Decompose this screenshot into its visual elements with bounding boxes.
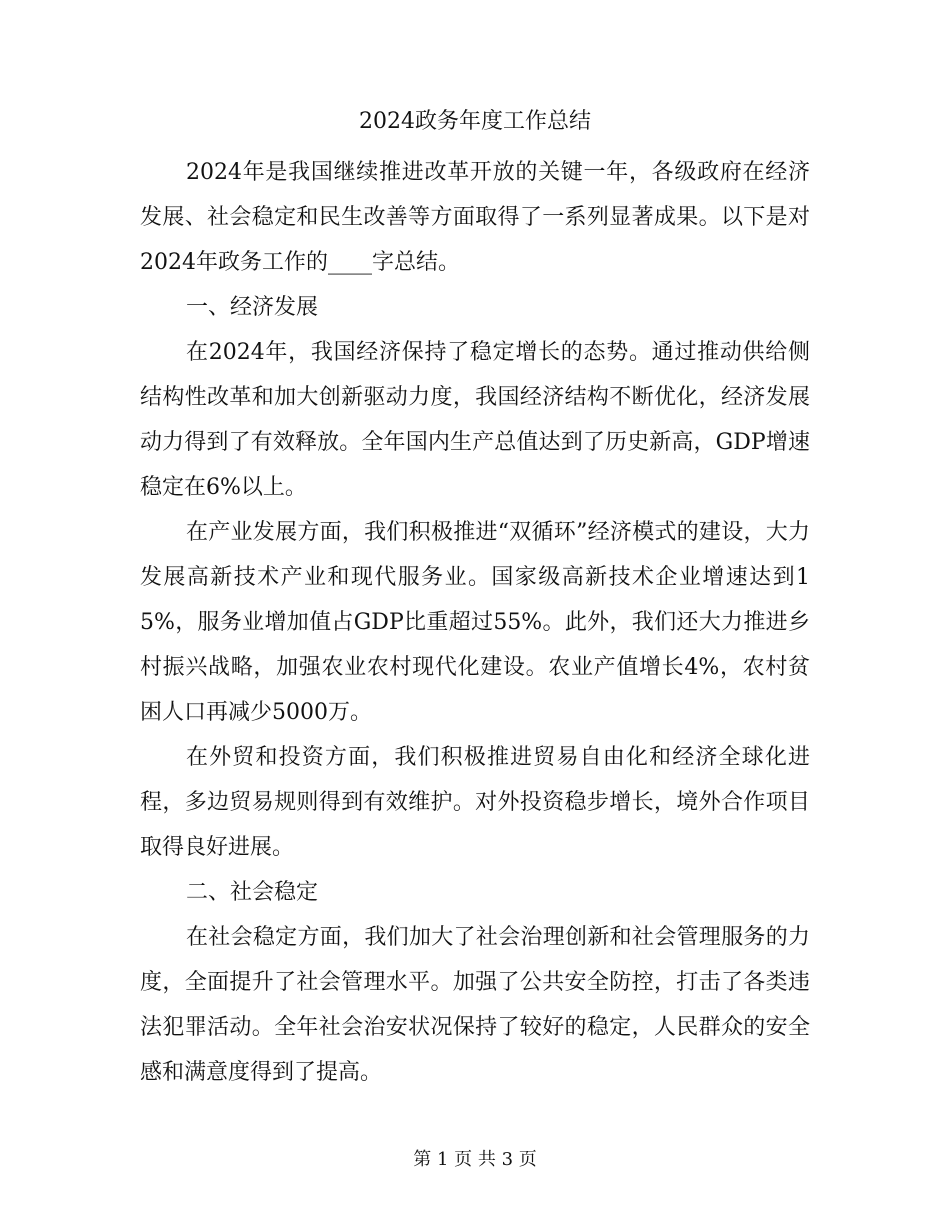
section-heading-economy: 一、经济发展 [186,295,319,320]
section-heading-stability: 二、社会稳定 [186,880,319,905]
economy-paragraph-industry: 在产业发展方面，我们积极推进“双循环”经济模式的建设，大力发展高新技术产业和现代服务业。国家级高新技术企业增速达到15%，服务业增加值占GDP比重超过55%。此外，我们还大力推进乡村振兴战略，加强农业农村现代化建设。农业产值增长4%，农村贫困人口再减少5000万。 [140,520,810,725]
economy-paragraph-trade: 在外贸和投资方面，我们积极推进贸易自由化和经济全球化进程，多边贸易规则得到有效维护。对外投资稳步增长，境外合作项目取得良好进展。 [140,745,810,860]
page-number-footer: 第 1 页 共 3 页 [413,1149,537,1170]
economy-paragraph-growth: 在2024年，我国经济保持了稳定增长的态势。通过推动供给侧结构性改革和加大创新驱动力度，我国经济结构不断优化，经济发展动力得到了有效释放。全年国内生产总值达到了历史新高，GDP增速稳定在6%以上。 [140,340,810,500]
stability-paragraph: 在社会稳定方面，我们加大了社会治理创新和社会管理服务的力度，全面提升了社会管理水平。加强了公共安全防控，打击了各类违法犯罪活动。全年社会治安状况保持了较好的稳定，人民群众的安全感和满意度得到了提高。 [140,925,810,1085]
document-body [140,150,810,1095]
document-title: 2024政务年度工作总结 [359,109,591,134]
intro-paragraph: 2024年是我国继续推进改革开放的关键一年，各级政府在经济发展、社会稳定和民生改善等方面取得了一系列显著成果。以下是对2024年政务工作的____字总结。 [140,160,810,275]
